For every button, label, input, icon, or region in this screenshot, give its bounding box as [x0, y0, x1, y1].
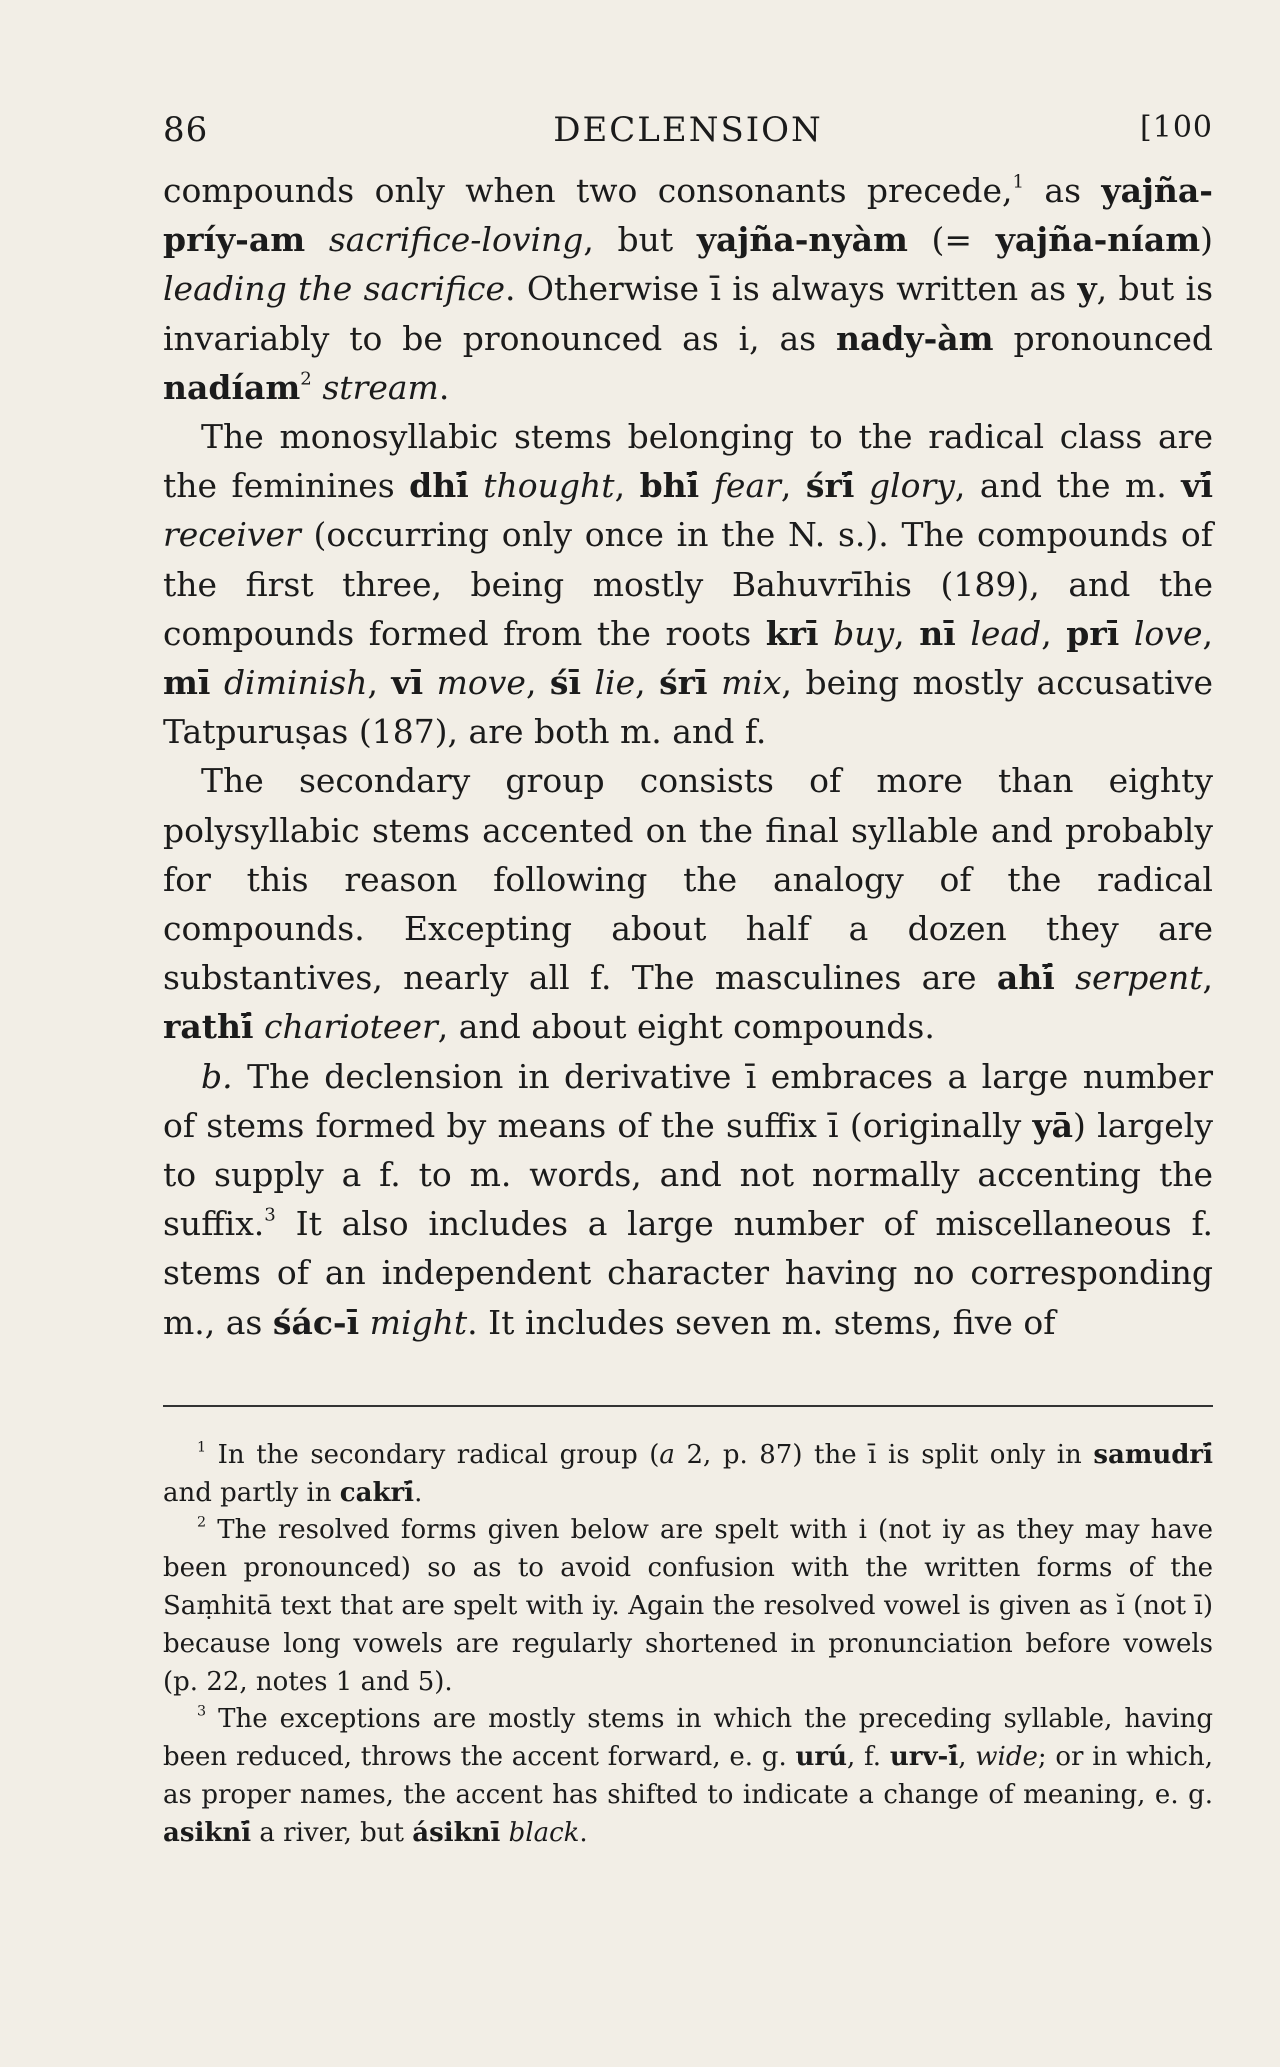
main-text	[163, 166, 1213, 1347]
paragraph-2: The monosyllabic stems belonging to the radical class are the feminines dhī́ thought, bhī́ fear, śrī́ glory, and the m. vī́ receiver (occurring only once in the N. s.). The compounds of the first three, being mostly Bahuvrīhis (189), and the compounds formed from the roots krī buy, nī lead, prī love, mī diminish, vī move, śī lie, śrī mix, being mostly accusative Tatpuruṣas (187), are both m. and f.	[163, 417, 1214, 752]
footnote-ref-1: 1	[1012, 171, 1025, 193]
page-number: 86	[163, 110, 209, 150]
footnote-1: $^1$ In the secondary radical group (a 2, p. 87) the ī is split only in samudrī́ and partly in cakrī́.	[163, 1439, 1213, 1508]
paragraph-3: The secondary group consists of more than eighty polysyllabic stems accented on the final syllable and probably for this reason following the analogy of the radical compounds. Excepting about half a dozen they are substantives, nearly all f. The masculines are ahī́ serpent, rathī́ charioteer, and about eight compounds.	[163, 761, 1213, 1047]
footnotes	[163, 1437, 1213, 1853]
book-page	[163, 110, 1213, 1853]
footnote-ref-2: 2	[300, 368, 312, 390]
footnote-ref-3: 3	[264, 1204, 276, 1226]
section-number: [100	[1140, 110, 1213, 145]
footnote-divider	[163, 1405, 1213, 1407]
paragraph-1: compounds only when two consonants precede,$^1$ as yajña-príy-am sacrifice-loving, but yajña-nyàm (= yajña-níam) leading the sacrifice. Otherwise ī is always written as y, but is invariably to be pronounced as i, as nady-àm pronounced nadíam$^2$ stream.	[163, 171, 1213, 407]
footnote-2: $^2$ The resolved forms given below are spelt with i (not iy as they may have been pronounced) so as to avoid confusion with the written forms of the Saṃhitā text that are spelt with iy. Again the resolved vowel is given as ĭ (not ī) because long vowels are regularly shortened in pronunciation before vowels (p. 22, notes 1 and 5).	[163, 1515, 1213, 1697]
running-header	[163, 110, 1213, 166]
paragraph-4: b. The declension in derivative ī embraces a large number of stems formed by means of the suffix ī (originally yā) largely to supply a f. to m. words, and not normally accenting the suffix.$^3$ It also includes a large number of miscellaneous f. stems of an independent character having no corresponding m., as śác-ī might. It includes seven m. stems, five of	[163, 1056, 1214, 1342]
subsection-label: b.	[201, 1056, 233, 1096]
footnote-3: $^3$ The exceptions are mostly stems in which the preceding syllable, having been reduced, throws the accent forward, e. g. urú, f. urv-ī́, wide; or in which, as proper names, the accent has shifted to indicate a change of meaning, e. g. asiknī́ a river, but ásiknī black.	[163, 1704, 1213, 1848]
page-title: DECLENSION	[553, 110, 823, 150]
